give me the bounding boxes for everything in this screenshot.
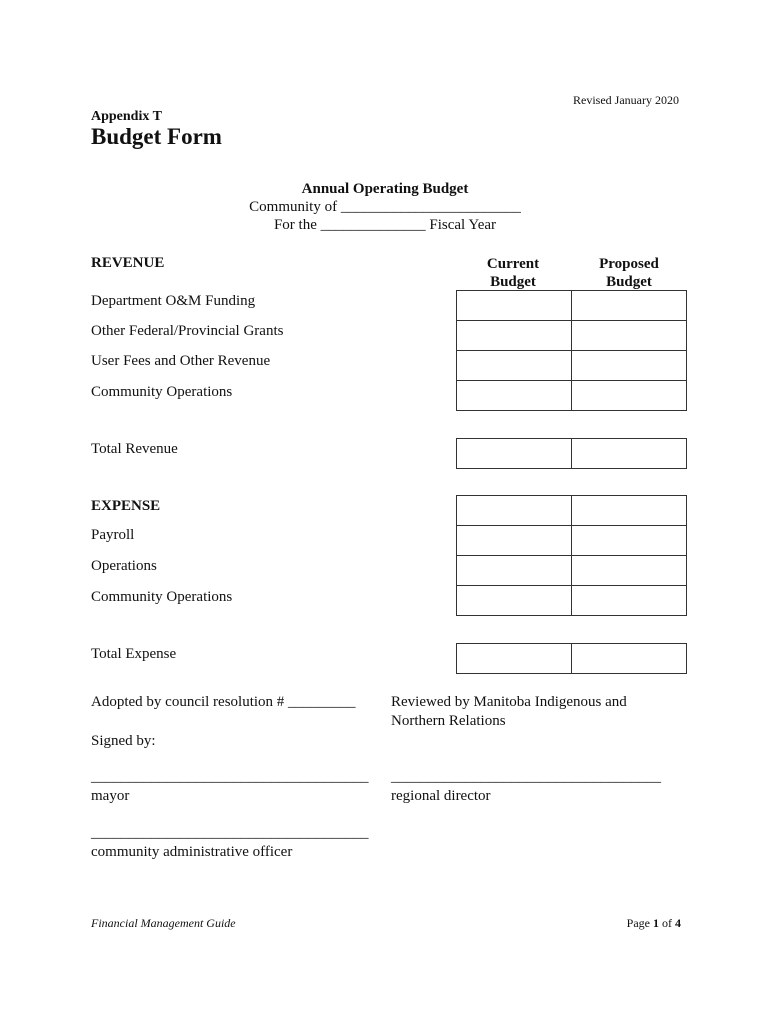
- reviewed-by-line2: Northern Relations: [391, 713, 506, 729]
- expense-table: [456, 495, 687, 616]
- table-row: [457, 586, 687, 616]
- proposed-budget-cell[interactable]: [572, 586, 687, 616]
- page-current: 1: [653, 916, 659, 930]
- director-signature-line: ____________________________________: [391, 769, 661, 785]
- proposed-budget-cell[interactable]: [572, 381, 687, 411]
- total-revenue-label: Total Revenue: [91, 441, 178, 457]
- proposed-budget-cell[interactable]: [572, 321, 687, 351]
- table-row: [457, 291, 687, 321]
- proposed-budget-cell[interactable]: [572, 526, 687, 556]
- expense-item-label: Community Operations: [91, 589, 233, 605]
- revenue-item-label: User Fees and Other Revenue: [91, 353, 271, 369]
- proposed-budget-cell[interactable]: [572, 496, 687, 526]
- fiscal-year-line: For the ______________ Fiscal Year: [273, 217, 497, 233]
- current-header-line1: Current: [486, 256, 540, 272]
- page-title: Budget Form: [91, 124, 222, 149]
- revised-date: Revised January 2020: [573, 93, 679, 107]
- current-budget-cell[interactable]: [457, 291, 572, 321]
- revenue-heading: REVENUE: [91, 255, 165, 271]
- proposed-budget-cell[interactable]: [572, 351, 687, 381]
- proposed-budget-cell[interactable]: [572, 439, 687, 469]
- table-row: [457, 321, 687, 351]
- footer-guide-title: Financial Management Guide: [91, 916, 236, 930]
- current-budget-cell[interactable]: [457, 556, 572, 586]
- cao-signature-line: _____________________________________: [91, 825, 369, 841]
- adopted-resolution-line: Adopted by council resolution # _________: [91, 694, 356, 710]
- signed-by-label: Signed by:: [91, 733, 156, 749]
- mayor-signature-line: _____________________________________: [91, 769, 369, 785]
- community-line: Community of ________________________: [249, 199, 521, 215]
- current-budget-cell[interactable]: [457, 496, 572, 526]
- proposed-header-line1: Proposed: [599, 256, 659, 272]
- page-prefix: Page: [626, 916, 653, 930]
- reviewed-by-line1: Reviewed by Manitoba Indigenous and: [391, 694, 627, 710]
- total-expense-table: [456, 643, 687, 674]
- current-budget-cell[interactable]: [457, 321, 572, 351]
- revenue-item-label: Other Federal/Provincial Grants: [91, 323, 284, 339]
- table-row: [457, 496, 687, 526]
- revenue-table: [456, 290, 687, 411]
- expense-item-label: Operations: [91, 558, 157, 574]
- proposed-header-line2: Budget: [606, 274, 652, 290]
- revenue-item-label: Community Operations: [91, 384, 233, 400]
- page-number: [627, 916, 681, 931]
- mayor-label: mayor: [91, 788, 130, 804]
- proposed-budget-header: [572, 255, 686, 291]
- proposed-budget-cell[interactable]: [572, 644, 687, 674]
- table-row: [457, 556, 687, 586]
- total-revenue-table: [456, 438, 687, 469]
- current-budget-cell[interactable]: [457, 381, 572, 411]
- table-row: [457, 644, 687, 674]
- expense-item-label: Payroll: [91, 527, 135, 543]
- revenue-item-label: Department O&M Funding: [91, 293, 256, 309]
- table-row: [457, 439, 687, 469]
- current-header-line2: Budget: [490, 274, 536, 290]
- page-total: 4: [675, 916, 681, 930]
- total-expense-label: Total Expense: [91, 646, 177, 662]
- expense-heading: EXPENSE: [91, 498, 161, 514]
- table-row: [457, 381, 687, 411]
- budget-title: Annual Operating Budget: [301, 181, 469, 197]
- current-budget-cell[interactable]: [457, 351, 572, 381]
- table-row: [457, 351, 687, 381]
- appendix-label: Appendix T: [91, 109, 162, 124]
- current-budget-cell[interactable]: [457, 526, 572, 556]
- current-budget-cell[interactable]: [457, 644, 572, 674]
- current-budget-header: [456, 255, 570, 291]
- current-budget-cell[interactable]: [457, 439, 572, 469]
- proposed-budget-cell[interactable]: [572, 291, 687, 321]
- table-row: [457, 526, 687, 556]
- cao-label: community administrative officer: [91, 844, 293, 860]
- current-budget-cell[interactable]: [457, 586, 572, 616]
- page-of: of: [659, 916, 675, 930]
- proposed-budget-cell[interactable]: [572, 556, 687, 586]
- director-label: regional director: [391, 788, 491, 804]
